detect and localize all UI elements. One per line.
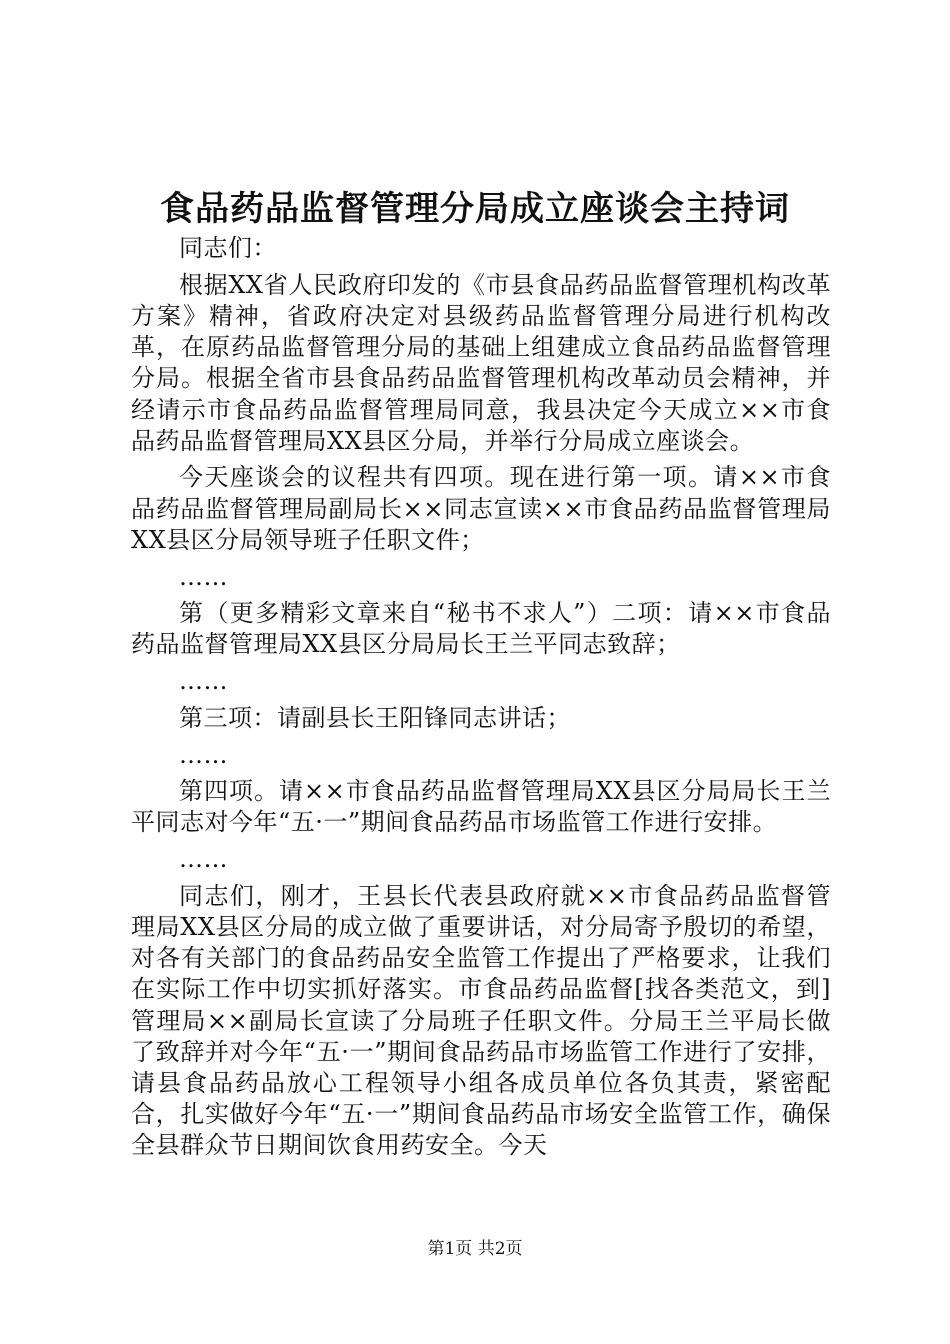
paragraph: 第四项。请××市食品药品监督管理局XX县区分局局长王兰平同志对今年“五·一”期间食品药品市场监管工作进行安排。 <box>131 777 831 837</box>
document-title: 食品药品监督管理分局成立座谈会主持词 <box>160 189 790 229</box>
paragraph: 根据XX省人民政府印发的《市县食品药品监督管理机构改革方案》精神，省政府决定对县级药品监督管理分局进行机构改革，在原药品监督管理分局的基础上组建成立食品药品监督管理分局。根据全省市县食品药品监督管理机构改革动员会精神，并经请示市食品药品监督管理局同意，我县决定今天成立××市食品药品监督管理局XX县区分局，并举行分局成立座谈会。 <box>131 270 831 455</box>
document-body <box>131 233 831 1162</box>
ellipsis-line: …… <box>179 740 228 769</box>
paragraph: 第三项：请副县长王阳锋同志讲话； <box>179 703 571 732</box>
paragraph: 同志们，刚才，王县长代表县政府就××市食品药品监督管理局XX县区分局的成立做了重要讲话，对分局寄予殷切的希望，对各有关部门的食品药品安全监管工作提出了严格要求，让我们在实际工作中切实抓好落实。市食品药品监督[找各类范文，到]管理局××副局长宣读了分局班子任职文件。分局王兰平局长做了致辞并对今年“五·一”期间食品药品市场监管工作进行了安排，请县食品药品放心工程领导小组各成员单位各负其责，紧密配合，扎实做好今年“五·一”期间食品药品市场安全监管工作，确保全县群众节日期间饮食用药安全。今天 <box>131 881 831 1160</box>
page-number-footer: 第1页 共2页 <box>427 1239 523 1259</box>
ellipsis-line: …… <box>179 845 228 874</box>
ellipsis-line: …… <box>179 667 228 696</box>
ellipsis-line: …… <box>179 562 228 591</box>
salutation: 同志们： <box>179 234 277 262</box>
paragraph: 第（更多精彩文章来自“秘书不求人”）二项：请××市食品药品监督管理局XX县区分局局长王兰平同志致辞； <box>131 599 831 659</box>
paragraph: 今天座谈会的议程共有四项。现在进行第一项。请××市食品药品监督管理局副局长××同志宣读××市食品药品监督管理局XX县区分局领导班子任职文件； <box>131 463 831 554</box>
